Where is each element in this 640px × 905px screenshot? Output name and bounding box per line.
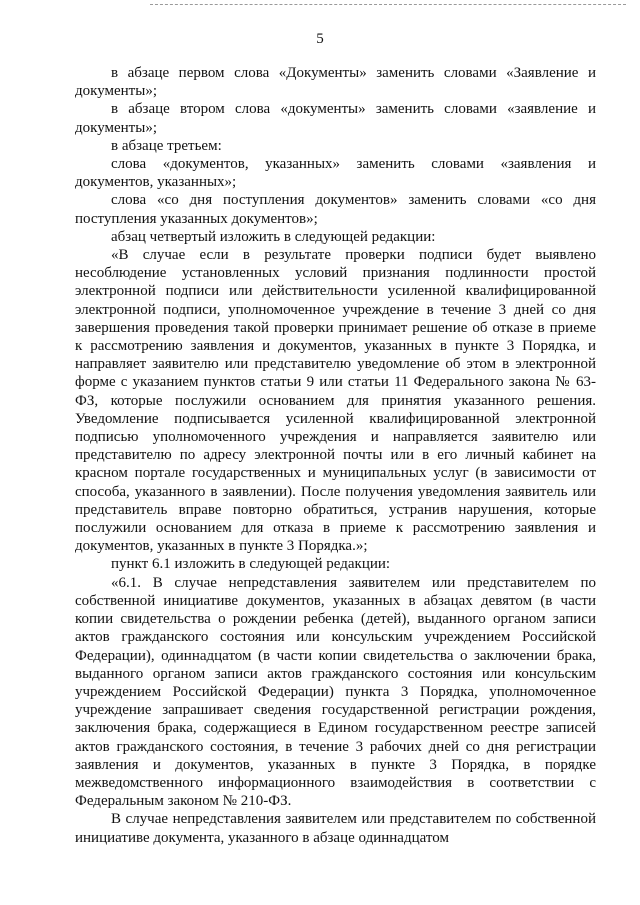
amendment-paragraph: пункт 6.1 изложить в следующей редакции: xyxy=(111,556,391,573)
scan-edge-rule xyxy=(150,4,626,5)
amendment-paragraph: абзац четвертый изложить в следующей редакции: xyxy=(111,228,436,245)
page-number: 5 xyxy=(316,31,324,47)
amendment-paragraph: в абзаце втором слова «документы» заменить словами «заявление и документы»; xyxy=(75,101,596,136)
amendment-paragraph: в абзаце первом слова «Документы» заменить словами «Заявление и документы»; xyxy=(75,65,596,100)
document-body xyxy=(75,64,596,847)
amendment-paragraph: в абзаце третьем: xyxy=(111,137,222,154)
amendment-paragraph: слова «документов, указанных» заменить словами «заявления и документов, указанных»; xyxy=(75,156,596,191)
quoted-paragraph: В случае непредставления заявителем или представителем по собственной инициативе документа, указанного в абзаце одиннадцатом xyxy=(75,811,596,846)
quoted-paragraph: «6.1. В случае непредставления заявителем или представителем по собственной инициативе документов, указанных в абзацах девятом (в части копии свидетельства о рождении ребенка (детей), выданного органом записи актов гражданского состояния или консульским учреждением Российской Федерации), одиннадцатом (в части копии свидетельства о заключении брака, выданного органом записи актов гражданского состояния или консульским учреждением Российской Федерации) пункта 3 Порядка, уполномоченное учреждение запрашивает сведения государственной регистрации рождения, заключения брака, содержащиеся в Едином государственном реестре записей актов гражданского состояния, в течение 3 рабочих дней со дня регистрации заявления и документов, указанных в пункте 3 Порядка, в порядке межведомственного информационного взаимодействия в соответствии с Федеральным законом № 210-ФЗ. xyxy=(75,574,596,810)
quoted-paragraph: «В случае если в результате проверки подписи будет выявлено несоблюдение установленных условий признания подлинности простой электронной подписи или действительности усиленной квалифицированной электронной подписи, уполномоченное учреждение в течение 3 дней со дня завершения проведения такой проверки принимает решение об отказе в приеме к рассмотрению заявления и документов, указанных в пункте 3 Порядка, и направляет заявителю или представителю уведомление об этом в электронной форме с указанием пунктов статьи 9 или статьи 11 Федерального закона № 63-ФЗ, которые послужили основанием для принятия указанного решения. Уведомление подписывается усиленной квалифицированной электронной подписью уполномоченного учреждения и направляется заявителю или представителю по адресу электронной почты или в его личный кабинет на красном портале государственных и муниципальных услуг (в зависимости от способа, указанного в заявлении). После получения уведомления заявитель или представитель вправе повторно обратиться, устранив нарушения, которые послужили основанием для отказа в приеме к рассмотрению заявления и документов, указанных в пункте 3 Порядка.»; xyxy=(75,247,596,555)
amendment-paragraph: слова «со дня поступления документов» заменить словами «со дня поступления указанных документов»; xyxy=(75,192,596,227)
